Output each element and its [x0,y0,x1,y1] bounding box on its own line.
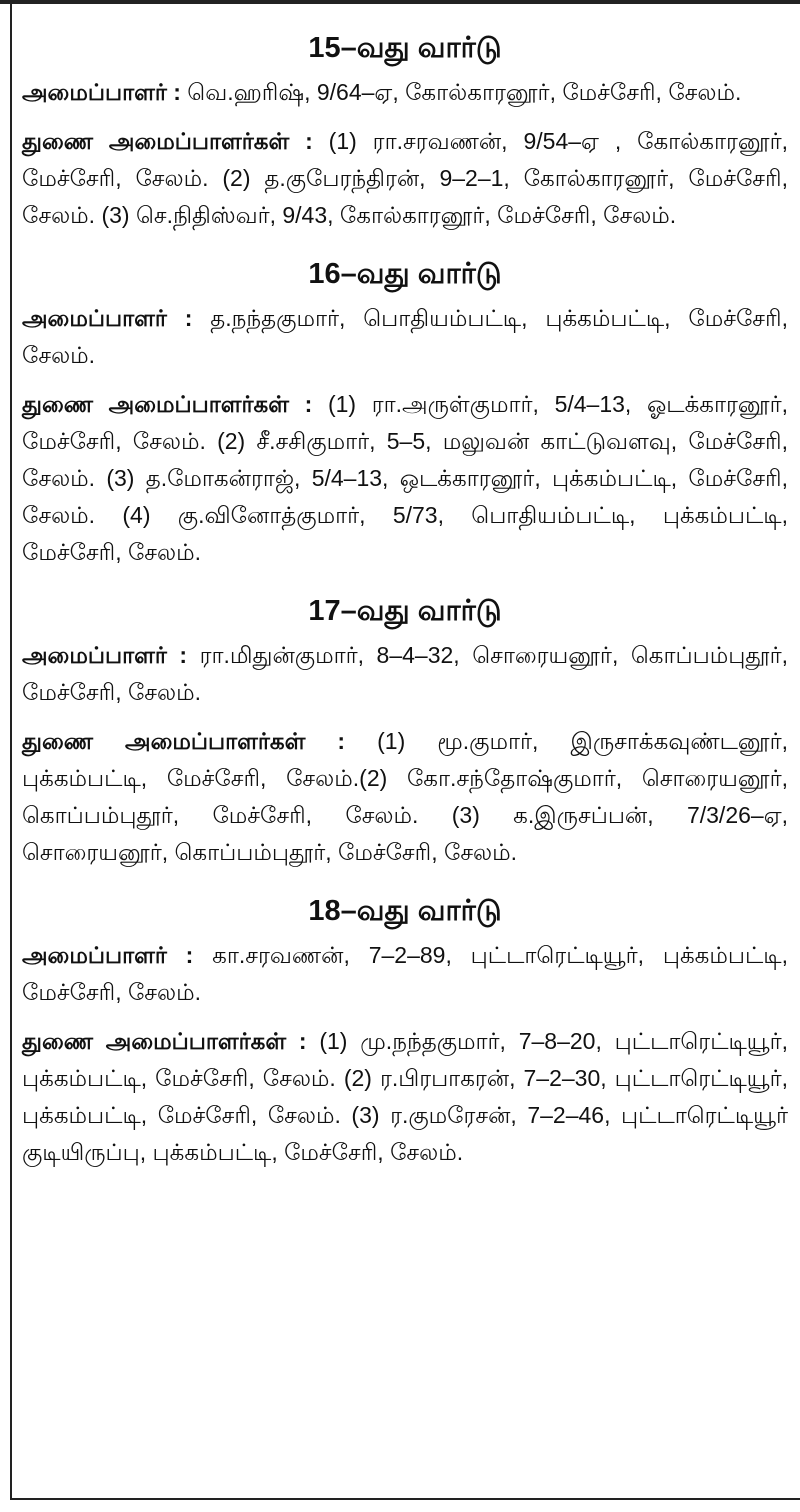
deputy-text: (1) மு.நந்தகுமார், 7–8–20, புட்டாரெட்டியூர், புக்கம்பட்டி, மேச்சேரி, சேலம். (2) ர.பிரபாகரன், 7–2–30, புட்டாரெட்டியூர், புக்கம்பட்டி, மேச்சேரி, சேலம். (3) ர.குமரேசன், 7–2–46, புட்டாரெட்டியூர் குடியிருப்பு, புக்கம்பட்டி, மேச்சேரி, சேலம். [22,1028,789,1165]
organizer-paragraph [22,937,788,1011]
ward-section-16 [22,256,788,571]
deputy-paragraph [22,123,788,234]
organizer-label: அமைப்பாளர் : [22,305,193,331]
deputy-text: (1) ரா.சரவணன், 9/54–ஏ , கோல்காரனூர், மேச்சேரி, சேலம். (2) த.குபேரந்திரன், 9–2–1, கோல்காரனூர், மேச்சேரி, சேலம். (3) செ.நிதிஸ்வர், 9/43, கோல்காரனூர், மேச்சேரி, சேலம். [22,128,788,228]
organizer-label: அமைப்பாளர் : [22,79,181,105]
ward-title: 17–வது வார்டு [308,595,502,627]
deputy-label: துணை அமைப்பாளர்கள் : [22,128,313,154]
organizer-label: அமைப்பாளர் : [22,642,188,668]
organizer-paragraph [22,300,788,374]
article-column [22,30,788,1193]
deputy-paragraph [22,386,788,571]
deputy-label: துணை அமைப்பாளர்கள் : [22,728,346,754]
deputy-text: (1) மூ.குமார், இருசாக்கவுண்டனூர், புக்கம்பட்டி, மேச்சேரி, சேலம்.(2) கோ.சந்தோஷ்குமார், சொரையனூர், கொப்பம்புதூர், மேச்சேரி, சேலம். (3) க.இருசப்பன், 7/3/26–ஏ, சொரையனூர், கொப்பம்புதூர், மேச்சேரி, சேலம். [22,728,788,865]
organizer-paragraph [22,74,788,111]
deputy-label: துணை அமைப்பாளர்கள் : [22,1028,307,1054]
deputy-paragraph [22,723,788,871]
ward-title: 15–வது வார்டு [308,32,502,64]
organizer-label: அமைப்பாளர் : [22,942,194,968]
organizer-text: ரா.மிதுன்குமார், 8–4–32, சொரையனூர், கொப்பம்புதூர், மேச்சேரி, சேலம். [22,642,788,705]
ward-section-17 [22,593,788,871]
ward-section-15 [22,30,788,234]
ward-section-18 [22,893,788,1171]
deputy-text: (1) ரா.அருள்குமார், 5/4–13, ஓடக்காரனூர், மேச்சேரி, சேலம். (2) சீ.சசிகுமார், 5–5, மலுவன் காட்டுவளவு, மேச்சேரி, சேலம். (3) த.மோகன்ராஜ், 5/4–13, ஒடக்காரனூர், புக்கம்பட்டி, மேச்சேரி, சேலம். (4) கு.வினோத்குமார், 5/73, பொதியம்பட்டி, புக்கம்பட்டி, மேச்சேரி, சேலம். [22,391,788,565]
deputy-paragraph [22,1023,788,1171]
deputy-label: துணை அமைப்பாளர்கள் : [22,391,313,417]
organizer-text: த.நந்தகுமார், பொதியம்பட்டி, புக்கம்பட்டி, மேச்சேரி, சேலம். [22,305,788,368]
organizer-text: வெ.ஹரிஷ், 9/64–ஏ, கோல்காரனூர், மேச்சேரி, சேலம். [180,79,742,105]
organizer-text: கா.சரவணன், 7–2–89, புட்டாரெட்டியூர், புக்கம்பட்டி, மேச்சேரி, சேலம். [22,942,788,1005]
ward-title: 16–வது வார்டு [308,258,502,290]
organizer-paragraph [22,637,788,711]
ward-title: 18–வது வார்டு [308,895,502,927]
